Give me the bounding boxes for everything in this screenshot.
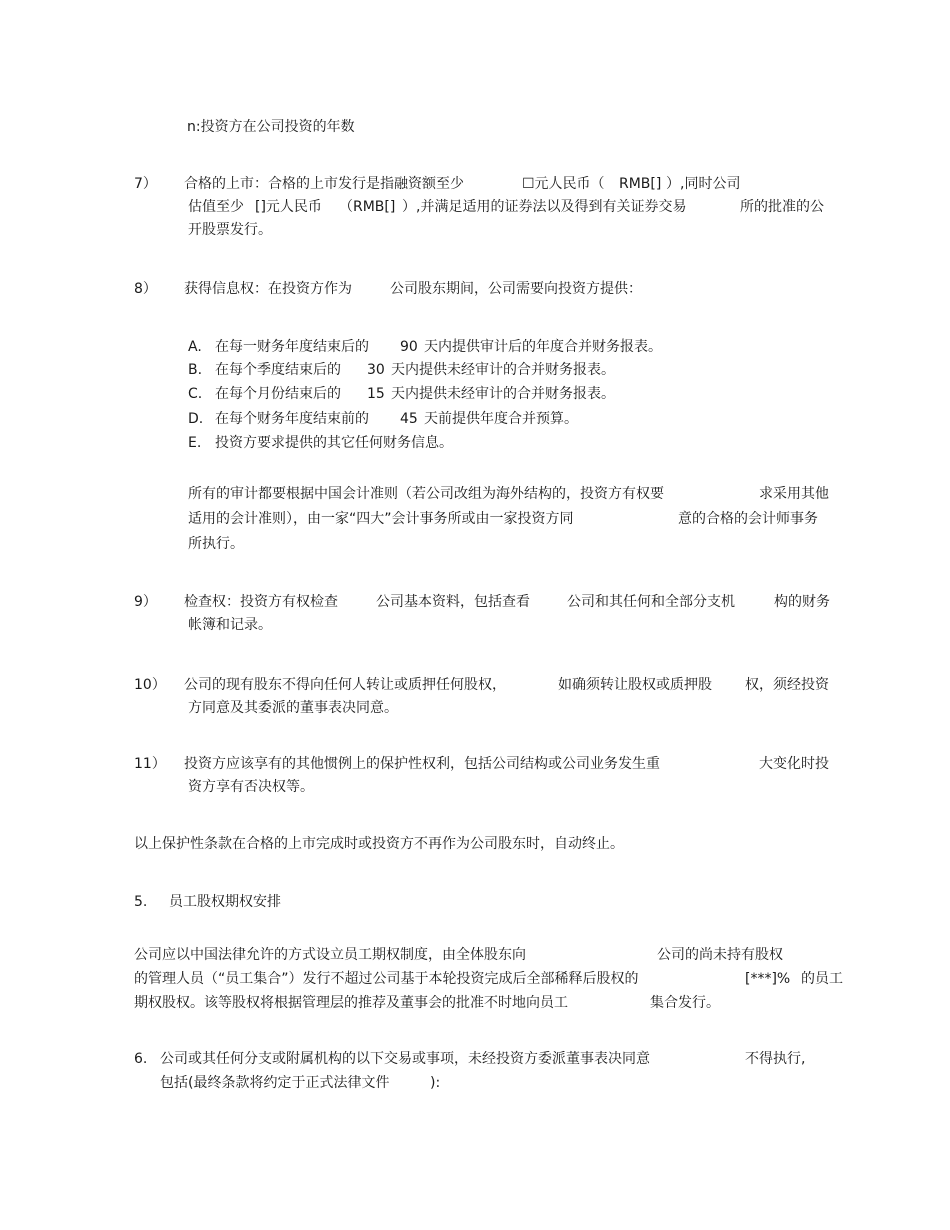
section-5-title: 员工股权期权安排 [169,894,281,910]
item-8-intro: 公司股东期间，公司需要向投资方提供： [390,281,642,297]
item-11-text: 大变化时投 [759,756,829,772]
item-9-text: 公司基本资料，包括查看 [376,594,530,610]
subitem-text: 在每个季度结束后的 [215,362,341,378]
item-7-text: ）,并满足适用的证券法以及得到有关证券交易 [402,199,687,215]
item-11-text: 资方享有否决权等。 [188,779,314,795]
subitem-number: 15 [367,386,385,402]
item-10-text: 如确须转让股权或质押股 [558,677,712,693]
item-8-number: 8） [134,281,157,297]
item-7-text: RMB[] [619,176,662,192]
subitem-number: 90 [400,339,418,355]
item-7-text: []元人民币 [255,199,322,215]
audit-text: 求采用其他 [759,486,829,502]
subitem-text: 投资方要求提供的其它任何财务信息。 [215,435,453,451]
section-5-text: 公司应以中国法律允许的方式设立员工期权制度，由全体股东向 [134,947,526,963]
subitem-number: 45 [400,411,418,427]
section-5-percentage: [***]% [745,971,791,987]
item-10-number: 10） [134,677,166,693]
item-10-text: 公司的现有股东不得向任何人转让或质押任何股权， [184,677,506,693]
section-6-text: 不得执行, [745,1051,806,1067]
item-9-text: 检查权：投资方有权检查 [184,594,338,610]
item-11-text: 投资方应该享有的其他惯例上的保护性权利，包括公司结构或公司业务发生重 [184,756,660,772]
audit-text: 所有的审计都要根据中国会计准则（若公司改组为海外结构的，投资方有权要 [188,486,664,502]
item-7-text: （RMB[] [339,199,396,215]
subitem-text: 在每个财务年度结束前的 [215,411,369,427]
section-6-number: 6. [134,1051,148,1067]
subitem-letter: B. [188,362,203,378]
subitem-text: 天内提供未经审计的合并财务报表。 [391,362,615,378]
section-6-text: 包括(最终条款将约定于正式法律文件 [160,1075,390,1091]
subitem-text: 天前提供年度合并预算。 [424,411,578,427]
subitem-letter: D. [188,411,204,427]
item-8-intro: 获得信息权：在投资方作为 [184,281,352,297]
subitem-letter: E. [188,435,202,451]
section-5-text: 的管理人员（“员工集合”）发行不超过公司基于本轮投资完成后全部稀释后股权的 [134,971,639,987]
item-10-text: 方同意及其委派的董事表决同意。 [188,700,398,716]
item-7-text: 估值至少 [188,199,244,215]
item-7-number: 7） [134,176,157,192]
section-5-text: 集合发行。 [650,995,720,1011]
item-7-text: ☐元人民币（ [522,176,605,192]
section-6-text: ): [430,1075,441,1091]
item-10-text: 权，须经投资 [745,677,829,693]
audit-text: 所执行。 [188,536,244,552]
subitem-text: 在每个月份结束后的 [215,386,341,402]
item-7-text: 合格的上市：合格的上市发行是指融资额至少 [184,176,464,192]
item-7-text: 开股票发行。 [188,222,272,238]
item-11-number: 11） [134,756,166,772]
item-7-text: ）,同时公司 [666,176,741,192]
subitem-text: 在每一财务年度结束后的 [215,339,369,355]
subitem-text: 天内提供审计后的年度合并财务报表。 [424,339,662,355]
section-5-number: 5. [134,894,148,910]
item-9-number: 9） [134,594,157,610]
section-5-text: 的员工 [801,971,843,987]
section-5-text: 期权股权。该等股权将根据管理层的推荐及董事会的批准不时地向员工 [134,995,568,1011]
item-9-text: 公司和其任何和全部分支机 [567,594,735,610]
section-5-text: 公司的尚未持有股权 [657,947,783,963]
subitem-letter: C. [188,386,203,402]
item-7-text: 所的批准的公 [740,199,824,215]
item-9-text: 帐簿和记录。 [188,617,272,633]
section-6-text: 公司或其任何分支或附属机构的以下交易或事项，未经投资方委派董事表决同意 [160,1051,650,1067]
item-9-text: 构的财务 [774,594,830,610]
termination-clause: 以上保护性条款在合格的上市完成时或投资方不再作为公司股东时，自动终止。 [134,836,624,852]
subitem-text: 天内提供未经审计的合并财务报表。 [391,386,615,402]
top-note: n:投资方在公司投资的年数 [187,119,355,135]
subitem-letter: A. [188,339,202,355]
audit-text: 意的合格的会计师事务 [678,511,818,527]
subitem-number: 30 [367,362,385,378]
audit-text: 适用的会计准则），由一家“四大”会计事务所或由一家投资方同 [188,511,574,527]
